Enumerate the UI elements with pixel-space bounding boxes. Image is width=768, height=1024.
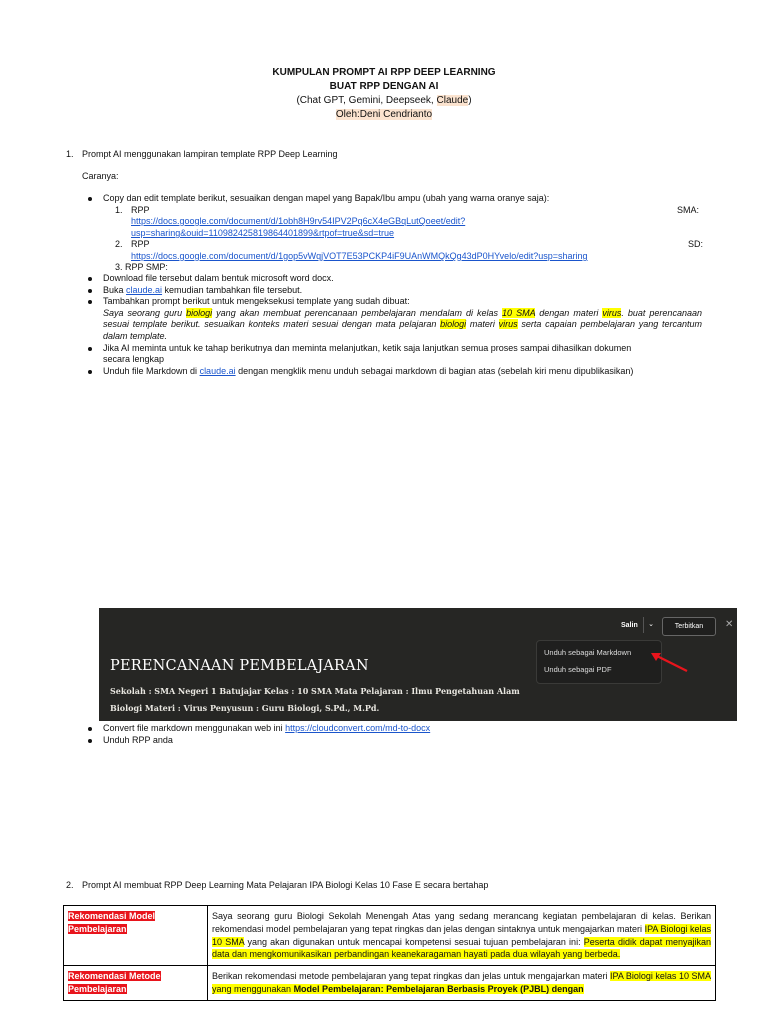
section2-number: 2. [66,880,74,890]
prompt-part: yang akan membuat perencanaan pembelajaran mendalam di kelas [212,308,503,318]
bullet-tambahkan-prompt: Tambahkan prompt berikut untuk mengeksekusi template yang sudah dibuat: [103,296,410,306]
table-row [64,906,716,966]
ai-list-close: ) [468,95,472,106]
claude-link[interactable]: claude.ai [126,285,163,295]
bullet-buka-claude [103,285,302,295]
table-cell-label [64,966,208,1001]
cell-highlight: Peserta didik dapat menyajikan data dan mengkomunikasikan perbandingan keanekaragaman hayati pada dua wilayah yang berbeda. [212,936,711,960]
sub3-smp: 3. RPP SMP: [115,262,168,272]
prompt-part: . buat perencanaan sesuai template berikut. sesuaikan konteks materi sesuai dengan mata pelajaran [103,308,702,330]
prompt-topic-2: virus [498,319,518,330]
section2-title: Prompt AI membuat RPP Deep Learning Mata Pelajaran IPA Biologi Kelas 10 Fase E secara bertahap [82,880,489,890]
bullet-dot [88,727,92,731]
template-sma-link[interactable]: https://docs.google.com/document/d/1obh8H9rv54IPV2Pq6cX4eGBqLutQoeet/edit? [131,216,466,226]
prompt-subject-2: biologi [440,319,467,330]
row-label: Rekomendasi Metode [68,971,161,982]
text: Jika AI meminta untuk ke tahap berikutnya dan meminta melanjutkan, ketik saja lanjutkan semua proses sampai dihasilkan dokumen [103,343,632,353]
prompt-topic: virus [602,308,622,318]
terbitkan-button[interactable]: Terbitkan [662,617,716,636]
sub2-level: SD: [688,239,704,249]
text: Convert file markdown menggunakan web ini [103,723,286,733]
red-arrow-icon [647,648,689,674]
artifact-title: PERENCANAAN PEMBELAJARAN [110,658,369,674]
table-row [64,966,716,1001]
prompt-part: serta capaian pembelajaran yang tercantum dalam template. [103,319,702,341]
ai-list-claude: Claude [436,95,469,106]
text: Buka [103,285,127,295]
doc-ai-list [0,95,768,106]
bullet-unduh-markdown [103,366,633,376]
template-sma-link-cont[interactable]: usp=sharing&ouid=110982425819864401899&rtpof=true&sd=true [131,228,395,238]
doc-author-line [0,109,768,120]
cell-highlight: IPA Biologi kelas 10 SMA yang menggunakan [212,971,711,994]
doc-title: KUMPULAN PROMPT AI RPP DEEP LEARNING [272,67,496,78]
menu-item-pdf[interactable]: Unduh sebagai PDF [544,665,612,674]
bullet-lanjutkan-cont: secara lengkap [103,354,165,364]
prompt-part: materi [466,319,499,330]
menu-item-markdown[interactable]: Unduh sebagai Markdown [544,648,632,657]
cell-highlight: IPA Biologi kelas 10 SMA [212,923,711,947]
download-menu [536,640,662,684]
bullet-convert [103,723,430,733]
sub2-number: 2. [115,239,123,249]
cell-text: Berikan rekomendasi metode pembelajaran yang tepat ringkas dan jelas untuk mengajarkan materi [212,971,611,982]
artifact-line-1: Sekolah : SMA Negeri 1 Batujajar Kelas : 10 SMA Mata Pelajaran : Ilmu Pengetahuan Alam [110,686,520,696]
prompt-class: 10 SMA [502,308,536,318]
doc-subtitle: BUAT RPP DENGAN AI [329,81,439,92]
table-cell-prompt [208,966,716,1001]
sub1-label: RPP [131,205,150,215]
prompt-subject: biologi [186,308,213,318]
bullet-lanjutkan [103,343,702,353]
ai-list-text: (Chat GPT, Gemini, Deepseek, [296,95,437,106]
artifact-line-2: Biologi Materi : Virus Penyusun : Guru Biologi, S.Pd., M.Pd. [110,703,380,713]
salin-button[interactable]: Salin [621,622,638,629]
text: kemudian tambahkan file tersebut. [162,285,303,295]
claude-link[interactable]: claude.ai [199,366,236,376]
prompt-part: dengan materi [535,308,603,318]
bullet-copy-template: Copy dan edit template berikut, sesuaikan dengan mapel yang Bapak/Ibu ampu (ubah yang warna oranye saja): [103,193,550,203]
row-label: Rekomendasi Model [68,911,156,921]
chevron-down-icon[interactable]: ⌄ [643,617,658,633]
text: dengan mengklik menu unduh sebagai markdown di bagian atas (sebelah kiri menu dipublikasikan) [235,366,634,376]
text: Unduh file Markdown di [103,366,200,376]
bullet-download-docx: Download file tersebut dalam bentuk microsoft word docx. [103,273,334,283]
close-icon[interactable]: ✕ [725,619,734,630]
table-cell-prompt [208,906,716,966]
doc-author: Oleh:Deni Cendrianto [335,109,433,120]
sub1-number: 1. [115,205,123,215]
bullet-dot [88,289,92,293]
template-sd-link[interactable]: https://docs.google.com/document/d/1gop5vWqjVOT7E53PCKP4iF9UAnWMQkQg43dP0HYvelo/edit?usp=sharing [131,251,588,261]
bullet-dot [88,347,92,351]
bullet-dot [88,370,92,374]
caranya-label: Caranya: [82,171,119,181]
section1-number: 1. [66,149,74,159]
claude-artifact-screenshot [99,608,737,721]
bullet-unduh-rpp: Unduh RPP anda [103,735,173,745]
row-label: Pembelajaran [68,923,127,934]
bullet-dot [88,300,92,304]
cell-highlight-bold: Model Pembelajaran: Pembelajaran Berbasis Proyek (PJBL) dengan [293,983,584,994]
prompt-text [103,308,702,342]
row-label: Pembelajaran [68,983,127,994]
prompt-part: Saya seorang guru [103,308,187,318]
prompt-table [63,905,716,1001]
section1-title: Prompt AI menggunakan lampiran template RPP Deep Learning [82,149,338,159]
sub1-level: SMA: [677,205,700,215]
table-cell-label [64,906,208,966]
cell-text: yang akan digunakan untuk mencapai kompetensi sesuai tujuan pembelajaran ini: [244,936,584,947]
sub2-label: RPP [131,239,150,249]
bullet-dot [88,197,92,201]
cloudconvert-link[interactable]: https://cloudconvert.com/md-to-docx [285,723,431,733]
bullet-dot [88,277,92,281]
bullet-dot [88,739,92,743]
cell-text: Saya seorang guru Biologi Sekolah Menengah Atas yang sedang merancang kegiatan pembelajaran di kelas. Berikan rekomendasi model pembelajaran yang tepat ringkas dan jelas dengan sintaknya untuk mengajarkan materi [212,911,711,934]
